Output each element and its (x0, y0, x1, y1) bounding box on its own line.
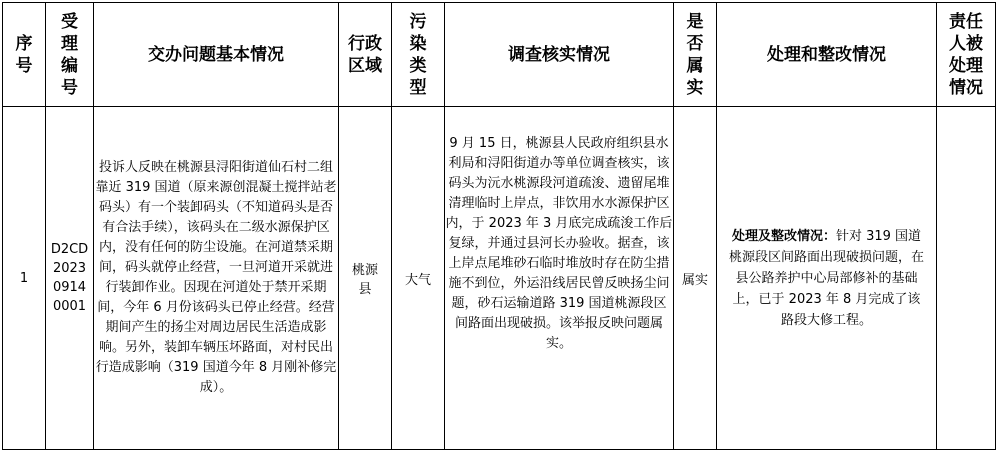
cell-ticket-number: D2CD 2023 0914 0001 (46, 107, 94, 450)
table-row (3, 107, 996, 450)
cell-investigation: 9 月 15 日，桃源县人民政府组织县水利局和浔阳街道办等单位调查核实，该码头为沅水桃源段河道疏浚、遗留尾堆清理临时上岸点，非饮用水水源保护区内，于 2023 年 3 月底完成疏浚工作后复绿，并通过县河长办验收。据查，该上岸点尾堆砂石临时堆放时存在防尘措施不到位，外运沿线居民曾反映扬尘问题，砂石运输道路 319 国道桃源段区间路面出现破损。该举报反映问题属实。 (445, 107, 674, 450)
handling-text: 针对 319 国道桃源段区间路面出现破损问题，在县公路养护中心局部修补的基础上，已于 2023 年 8 月完成了该路段大修工程。 (728, 228, 924, 328)
header-verified: 是 否 属 实 (674, 3, 717, 107)
cell-basic-info: 投诉人反映在桃源县浔阳街道仙石村二组靠近 319 国道（原来源创混凝土搅拌站老码头）有一个装卸码头（不知道码头是否有合法手续），该码头在二级水源保护区内，没有任何的防尘设施。在河道禁采期间，码头就停止经营，一旦河道开采就进行装卸作业。因现在河道处于禁开采期间，今年 6 月份该码头已停止经营。经营期间产生的扬尘对周边居民生活造成影响。另外，装卸车辆压坏路面，对村民出行造成影响（319 国道今年 8 月刚补修完成）。 (94, 107, 339, 450)
table-body (3, 107, 996, 450)
cell-accountability (937, 107, 996, 450)
cell-seq: 1 (3, 107, 46, 450)
header-accountability: 责任 人被 处理 情况 (937, 3, 996, 107)
cell-verified: 属实 (674, 107, 717, 450)
header-ticket-number: 受 理 编 号 (46, 3, 94, 107)
header-seq: 序 号 (3, 3, 46, 107)
table-header (3, 3, 996, 107)
handling-label: 处理及整改情况： (731, 228, 836, 244)
header-basic-info: 交办问题基本情况 (94, 3, 339, 107)
header-pollution-type: 污 染 类 型 (392, 3, 445, 107)
header-handling: 处理和整改情况 (717, 3, 937, 107)
header-row (3, 3, 996, 107)
header-investigation: 调查核实情况 (445, 3, 674, 107)
header-region: 行政 区域 (339, 3, 392, 107)
cell-handling (717, 107, 937, 450)
cell-region: 桃源 县 (339, 107, 392, 450)
report-table (2, 2, 996, 450)
cell-pollution-type: 大气 (392, 107, 445, 450)
